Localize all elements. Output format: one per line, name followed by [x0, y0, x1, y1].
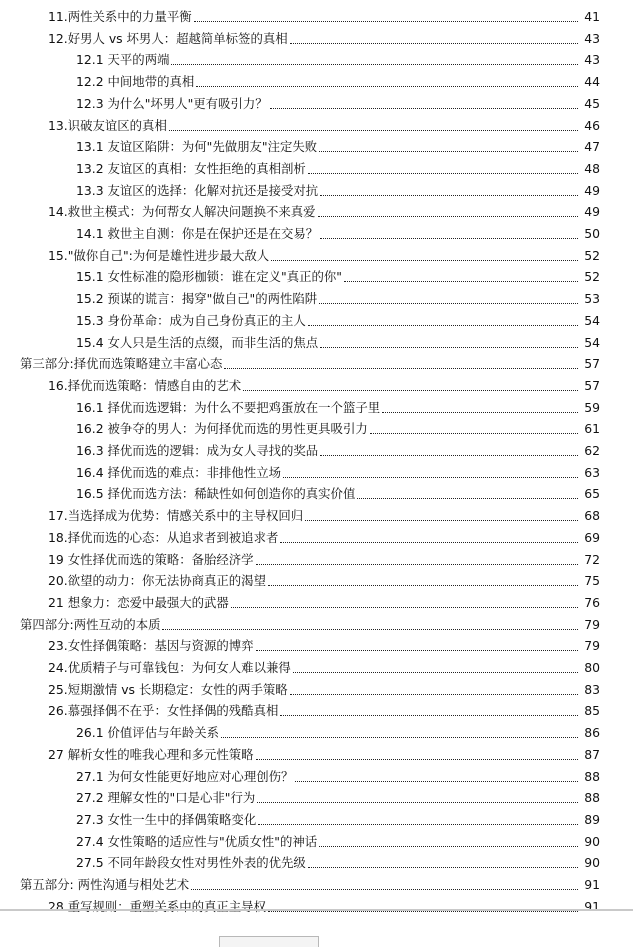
- toc-entry-page-number: 85: [584, 703, 600, 719]
- toc-dot-leader: [171, 63, 578, 65]
- toc-dot-leader: [280, 541, 578, 543]
- toc-entry-title: 27.5 不同年龄段女性对男性外表的优先级: [76, 855, 306, 871]
- toc-entry[interactable]: [76, 459, 600, 481]
- toc-entry-title: 15.4 女人只是生活的点缀，而非生活的焦点: [76, 334, 319, 350]
- toc-entry[interactable]: [48, 524, 600, 546]
- toc-entry-page-number: 59: [584, 399, 600, 415]
- toc-entry-title: 27.2 理解女性的"口是心非"行为: [76, 790, 256, 806]
- toc-dot-leader: [295, 780, 578, 782]
- page-footer-tab: [219, 936, 319, 947]
- toc-entry-page-number: 47: [584, 139, 600, 155]
- toc-entry[interactable]: [48, 567, 600, 589]
- toc-entry-page-number: 90: [584, 833, 600, 849]
- toc-entry-title: 13.3 友谊区的选择：化解对抗还是接受对抗: [76, 182, 319, 198]
- toc-entry-title: 20.欲望的动力：你无法协商真正的渴望: [48, 573, 266, 589]
- toc-entry[interactable]: [20, 611, 600, 633]
- toc-entry-page-number: 53: [584, 291, 600, 307]
- toc-entry-title: 13.2 友谊区的真相：女性拒绝的真相剖析: [76, 160, 306, 176]
- toc-entry-page-number: 41: [584, 9, 600, 24]
- toc-entry[interactable]: [48, 632, 600, 654]
- toc-entry-page-number: 43: [584, 30, 600, 46]
- toc-entry[interactable]: [48, 893, 600, 915]
- toc-entry-page-number: 83: [584, 681, 600, 697]
- toc-entry-title: 23.女性择偶策略：基因与资源的博弈: [48, 638, 254, 654]
- toc-dot-leader: [320, 346, 578, 348]
- toc-dot-leader: [308, 866, 578, 868]
- toc-dot-leader: [382, 411, 578, 413]
- toc-entry-page-number: 65: [584, 486, 600, 502]
- toc-entry-page-number: 49: [584, 204, 600, 220]
- toc-entry-page-number: 75: [584, 573, 600, 589]
- toc-entry[interactable]: [76, 177, 600, 199]
- toc-dot-leader: [320, 454, 578, 456]
- toc-entry-title: 27.3 女性一生中的择偶策略变化: [76, 811, 257, 827]
- toc-dot-leader: [231, 606, 578, 608]
- toc-entry-page-number: 79: [584, 638, 600, 654]
- toc-entry-page-number: 57: [584, 377, 600, 393]
- toc-entry[interactable]: [76, 133, 600, 155]
- toc-entry-title: 12.好男人 vs 坏男人：超越简单标签的真相: [48, 30, 288, 46]
- toc-entry-title: 14.1 救世主自测：你是在保护还是在交易？: [76, 226, 319, 241]
- toc-entry-page-number: 61: [584, 421, 600, 437]
- toc-entry-title: 16.2 被争夺的男人：为何择优而选的男性更具吸引力: [76, 421, 368, 437]
- toc-dot-leader: [344, 280, 578, 282]
- toc-entry[interactable]: [20, 871, 600, 893]
- toc-entry-page-number: 54: [584, 334, 600, 350]
- toc-entry-title: 19 女性择优而选的策略：备胎经济学: [48, 551, 254, 567]
- toc-entry-page-number: 89: [584, 811, 600, 827]
- toc-dot-leader: [370, 432, 578, 434]
- toc-entry-page-number: 50: [584, 226, 600, 241]
- toc-entry[interactable]: [48, 25, 600, 47]
- toc-entry-title: 18.择优而选的心态：从追求者到被追求者: [48, 529, 279, 545]
- toc-entry-page-number: 52: [584, 247, 600, 263]
- toc-entry-title: 24.优质精子与可靠钱包：为何女人难以兼得: [48, 660, 291, 675]
- toc-entry-page-number: 86: [584, 725, 600, 741]
- toc-entry-title: 11.两性关系中的力量平衡: [48, 9, 192, 24]
- toc-dot-leader: [283, 476, 578, 478]
- toc-entry-page-number: 44: [584, 74, 600, 90]
- toc-entry[interactable]: [48, 198, 600, 220]
- toc-entry[interactable]: [20, 350, 600, 372]
- toc-entry-page-number: 76: [584, 594, 600, 610]
- toc-entry[interactable]: [76, 415, 600, 437]
- toc-entry-title: 27 解析女性的唯我心理和多元性策略: [48, 746, 254, 762]
- toc-entry[interactable]: [48, 502, 600, 524]
- toc-entry[interactable]: [48, 589, 600, 611]
- toc-entry[interactable]: [48, 654, 600, 676]
- toc-entry-page-number: 72: [584, 551, 600, 567]
- toc-entry[interactable]: [48, 676, 600, 698]
- toc-dot-leader: [308, 172, 578, 174]
- toc-entry[interactable]: [76, 394, 600, 416]
- toc-entry[interactable]: [76, 784, 600, 806]
- toc-entry[interactable]: [76, 763, 600, 785]
- toc-dot-leader: [194, 20, 578, 22]
- toc-entry-page-number: 91: [584, 898, 600, 914]
- toc-entry[interactable]: [76, 220, 600, 242]
- toc-entry-title: 15.3 身份革命：成为自己身份真正的主人: [76, 312, 306, 328]
- toc-dot-leader: [224, 367, 578, 369]
- toc-dot-leader: [271, 259, 578, 261]
- toc-dot-leader: [196, 85, 578, 87]
- toc-entry-title: 13.识破友谊区的真相: [48, 117, 167, 133]
- toc-entry-title: 16.择优而选策略：情感自由的艺术: [48, 377, 242, 393]
- toc-entry[interactable]: [76, 437, 600, 459]
- toc-dot-leader: [256, 758, 578, 760]
- toc-dot-leader: [270, 107, 578, 109]
- toc-dot-leader: [268, 584, 578, 586]
- toc-dot-leader: [256, 649, 578, 651]
- toc-entry-page-number: 48: [584, 160, 600, 176]
- toc-entry[interactable]: [76, 849, 600, 871]
- toc-entry-page-number: 88: [584, 790, 600, 806]
- page-bottom-divider: [0, 909, 633, 911]
- toc-entry-page-number: 54: [584, 312, 600, 328]
- toc-entry-title: 16.3 择优而选的逻辑：成为女人寻找的奖品: [76, 443, 319, 458]
- toc-dot-leader: [319, 150, 578, 152]
- toc-dot-leader: [320, 237, 578, 239]
- toc-dot-leader: [257, 801, 578, 803]
- toc-entry[interactable]: [76, 806, 600, 828]
- toc-entry-page-number: 88: [584, 768, 600, 784]
- toc-entry-page-number: 69: [584, 529, 600, 545]
- toc-entry[interactable]: [76, 329, 600, 351]
- toc-entry-page-number: 43: [584, 52, 600, 68]
- toc-entry[interactable]: [48, 741, 600, 763]
- toc-dot-leader: [290, 42, 578, 44]
- toc-entry-title: 12.1 天平的两端: [76, 52, 170, 68]
- toc-entry[interactable]: [76, 155, 600, 177]
- toc-entry-title: 15."做你自己":为何是雄性进步最大敌人: [48, 247, 270, 263]
- toc-entry[interactable]: [76, 90, 600, 112]
- toc-dot-leader: [162, 628, 578, 630]
- toc-entry-page-number: 90: [584, 855, 600, 871]
- toc-entry-title: 27.4 女性策略的适应性与"优质女性"的神话: [76, 833, 318, 849]
- toc-entry-page-number: 49: [584, 182, 600, 198]
- toc-entry-title: 12.2 中间地带的真相: [76, 74, 195, 90]
- toc-entry[interactable]: [76, 285, 600, 307]
- toc-dot-leader: [320, 194, 578, 196]
- toc-entry-page-number: 52: [584, 269, 600, 285]
- toc-entry-title: 13.1 友谊区陷阱：为何"先做朋友"注定失败: [76, 139, 318, 155]
- toc-entry-title: 第三部分:择优而选策略建立丰富心态: [20, 356, 223, 372]
- toc-entry-title: 16.5 择优而选方法：稀缺性如何创造你的真实价值: [76, 486, 356, 502]
- toc-entry[interactable]: [48, 372, 600, 394]
- toc-entry-page-number: 45: [584, 95, 600, 111]
- toc-entry-title: 16.4 择优而选的难点：非排他性立场: [76, 464, 281, 480]
- toc-entry-page-number: 87: [584, 746, 600, 762]
- toc-entry[interactable]: [48, 546, 600, 568]
- toc-dot-leader: [221, 736, 578, 738]
- toc-dot-leader: [319, 845, 578, 847]
- toc-entry-title: 27.1 为何女性能更好地应对心理创伤？: [76, 768, 294, 784]
- toc-entry-title: 21 想象力：恋爱中最强大的武器: [48, 594, 229, 610]
- toc-entry[interactable]: [48, 697, 600, 719]
- toc-entry-title: 14.救世主模式：为何帮女人解决问题换不来真爱: [48, 204, 316, 220]
- toc-dot-leader: [169, 129, 578, 131]
- toc-dot-leader: [191, 888, 578, 890]
- toc-entry-title: 12.3 为什么"坏男人"更有吸引力？: [76, 95, 268, 111]
- toc-entry[interactable]: [76, 307, 600, 329]
- toc-dot-leader: [318, 215, 578, 217]
- toc-entry-page-number: 57: [584, 356, 600, 372]
- toc-entry[interactable]: [76, 46, 600, 68]
- toc-entry-page-number: 68: [584, 508, 600, 524]
- toc-entry-page-number: 46: [584, 117, 600, 133]
- toc-entry-title: 25.短期激情 vs 长期稳定：女性的两手策略: [48, 681, 288, 697]
- toc-entry[interactable]: [76, 480, 600, 502]
- toc-entry-page-number: 80: [584, 660, 600, 675]
- toc-dot-leader: [293, 671, 578, 673]
- toc-entry[interactable]: [48, 242, 600, 264]
- toc-dot-leader: [308, 324, 578, 326]
- toc-entry[interactable]: [76, 719, 600, 741]
- toc-dot-leader: [258, 823, 578, 825]
- toc-dot-leader: [305, 519, 578, 521]
- toc-entry-title: 15.2 预谋的谎言：揭穿"做自己"的两性陷阱: [76, 291, 318, 307]
- toc-dot-leader: [243, 389, 578, 391]
- toc-entry-page-number: 63: [584, 464, 600, 480]
- toc-entry[interactable]: [48, 112, 600, 134]
- toc-entry-title: 第五部分: 两性沟通与相处艺术: [20, 877, 190, 892]
- toc-entry-title: 26.慕强择偶不在乎：女性择偶的残酷真相: [48, 703, 279, 719]
- toc-entry-title: 17.当选择成为优势：情感关系中的主导权回归: [48, 508, 304, 524]
- toc-entry-title: 15.1 女性标准的隐形枷锁：谁在定义"真正的你": [76, 269, 342, 285]
- toc-dot-leader: [319, 302, 578, 304]
- toc-entry[interactable]: [76, 263, 600, 285]
- toc-entry[interactable]: [48, 3, 600, 25]
- toc-entry-title: 28.重写规则：重塑关系中的真正主导权: [48, 898, 266, 914]
- toc-entry-page-number: 91: [584, 877, 600, 892]
- toc-entry-title: 26.1 价值评估与年龄关系: [76, 725, 220, 741]
- toc-entry-page-number: 62: [584, 443, 600, 458]
- toc-dot-leader: [290, 693, 578, 695]
- toc-dot-leader: [357, 497, 578, 499]
- toc-entry-page-number: 79: [584, 616, 600, 632]
- toc-entry-title: 第四部分:两性互动的本质: [20, 616, 161, 632]
- toc-entry[interactable]: [76, 828, 600, 850]
- toc-dot-leader: [280, 714, 578, 716]
- toc-dot-leader: [256, 563, 578, 565]
- toc-entry-title: 16.1 择优而选逻辑：为什么不要把鸡蛋放在一个篮子里: [76, 399, 381, 415]
- toc-entry[interactable]: [76, 68, 600, 90]
